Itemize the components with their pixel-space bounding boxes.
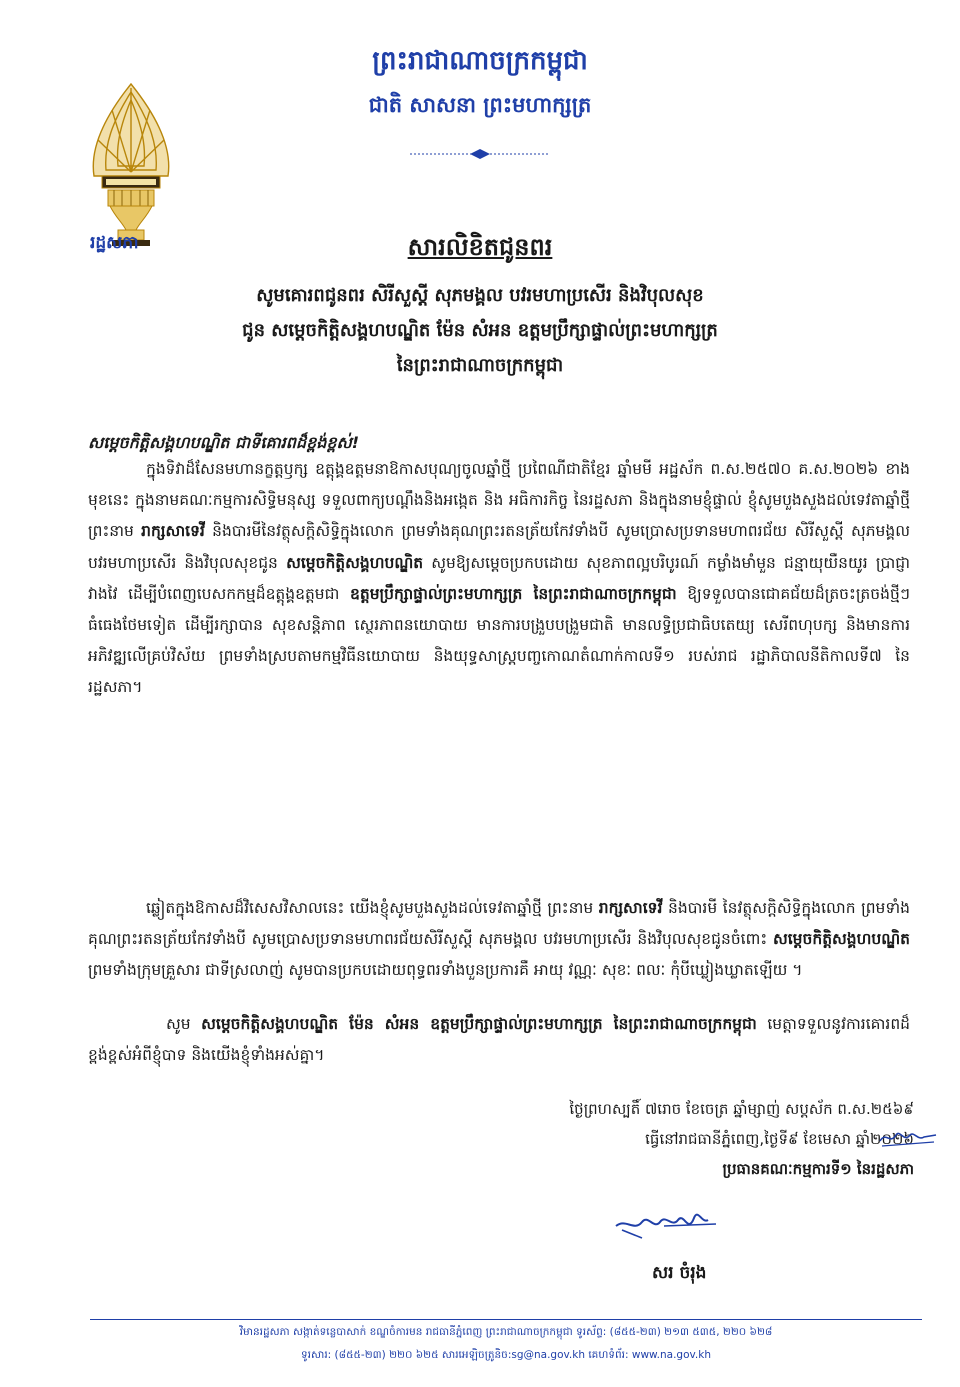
salutation: សម្តេចកិត្តិសង្គហបណ្ឌិត ជាទីគោរពដ៏ខ្ពង់ខ្ពស់!: [88, 433, 360, 452]
body-paragraph-2: [88, 893, 910, 987]
paragraph-text: ឱ្យទទួលបានជោគជ័យដ៏ត្រចះត្រចង់ថ្មីៗធំធេងថែមទៀត ដើម្បីរក្សាបាន សុខសន្តិភាព ស្ថេរភាពនយោបាយ មានការបង្រួបបង្រួមជាតិ មានលទ្ធិប្រជាធិបតេយ្យ សេរីពហុបក្ស និងមានការ អភិវឌ្ឍលើគ្រប់វិស័យ ព្រមទាំងស្របតាមកម្មវិធីនយោបាយ និងយុទ្ធសាស្ត្របញ្ចកោណតំណាក់កាលទី១ របស់រាជ រដ្ឋាភិបាលនីតិកាលទី៧ នៃរដ្ឋសភា។: [88, 584, 911, 697]
footer-divider: [90, 1319, 922, 1320]
paragraph-text: សូម: [166, 1015, 202, 1033]
footer-address: វិមានរដ្ឋសភា សង្កាត់ទន្លេបាសាក់ ខណ្ឌចំការមន រាជធានីភ្នំពេញ ព្រះរាជាណាចក្រកម្ពុជា ទូរស័ព្ទ: (៨៥៥-២៣) ២១៣ ៥៣៥, ២២០ ៦២៨: [239, 1326, 773, 1338]
body-paragraph-3: [88, 1009, 910, 1071]
paragraph-text: ព្រមទាំងក្រុមគ្រួសារ ជាទីស្រលាញ់ សូមបានប្រកបដោយពុទ្ធពរទាំងបួនប្រការគឺ អាយុ វណ្ណៈ សុខៈ ពលៈ កុំបីឃ្លៀងឃ្លាតឡើយ ។: [88, 961, 803, 980]
royal-emblem-icon: [82, 80, 180, 250]
headline-line-3: នៃព្រះរាជាណាចក្រកម្ពុជា: [396, 355, 564, 376]
lunar-date: ថ្ងៃព្រហស្បតិ៍ ៧រោច ខែចេត្រ ឆ្នាំម្សាញ់ សប្តស័ក ព.ស.២៥៦៩: [569, 1100, 914, 1118]
recipient-position: ឧត្តមប្រឹក្សាផ្ទាល់ព្រះមហាក្សត្រ នៃព្រះរាជាណាចក្រកម្ពុជា: [350, 584, 677, 603]
headline-line-2: ជូន សម្តេចកិត្តិសង្គហបណ្ឌិត ម៉ែន សំអន ឧត្តមប្រឹក្សាផ្ទាល់ព្រះមហាក្សត្រ: [242, 320, 718, 341]
recipient-title: សម្តេចកិត្តិសង្គហបណ្ឌិត: [773, 930, 910, 949]
national-motto: ជាតិ សាសនា ព្រះមហាក្សត្រ: [368, 93, 592, 117]
signer-position: ប្រធានគណៈកម្មការទី១ នៃរដ្ឋសភា: [722, 1160, 914, 1178]
kingdom-name: ព្រះរាជាណាចក្រកម្ពុជា: [372, 46, 588, 76]
paragraph-text: និងបារមីនៃវត្ថុសក្តិសិទ្ធិក្នុងលោក ព្រមទាំងគុណព្រះរតនត្រ័យកែវទាំងបី សូមប្រោសប្រទានមហាពរជ័យ សិរីសួស្តី សុភមង្គល បវរមហាប្រសើរ និងវិបុលសុខជូន: [88, 522, 910, 572]
paragraph-text: ឆ្លៀតក្នុងឱកាសដ៏វិសេសវិសាលនេះ យើងខ្ញុំសូមបួងសួងដល់ទេវតាឆ្នាំថ្មី ព្រះនាម: [146, 899, 599, 917]
deity-name: រាក្សសាទេវី: [598, 899, 663, 917]
recipient-full-title: សម្តេចកិត្តិសង្គហបណ្ឌិត ម៉ែន សំអន ឧត្តមប្រឹក្សាផ្ទាល់ព្រះមហាក្សត្រ នៃព្រះរាជាណាចក្រកម្ពុជា: [201, 1015, 757, 1033]
solar-date: ធ្វើនៅរាជធានីភ្នំពេញ,ថ្ងៃទី៩ ខែមេសា ឆ្នាំ២០២៦: [645, 1130, 914, 1148]
paragraph-text: ក្នុងទិវាដ៏សែនមហានក្ខត្តឫក្ស ឧត្តុង្គឧត្តមនាឱកាសបុណ្យចូលឆ្នាំថ្មី ប្រពៃណីជាតិខ្មែរ ឆ្នាំមមី អដ្ឋស័ក ព.ស.២៥៧០ គ.ស.២០២៦ ខាងមុខនេះ ក្នុងនាមគណៈកម្មការសិទ្ធិមនុស្ស ទទួលពាក្យបណ្តឹងនិងអង្កេត និង អធិការកិច្ច នៃរដ្ឋសភា និងក្នុងនាមខ្ញុំផ្ទាល់ ខ្ញុំសូមបួងសួងដល់ទេវតាឆ្នាំថ្មី ព្រះនាម: [88, 460, 910, 541]
initial-mark-icon: [878, 1127, 938, 1149]
ornament-divider-icon: [408, 148, 552, 160]
handwritten-signature-icon: [612, 1204, 722, 1244]
institution-label: រដ្ឋសភា: [90, 233, 139, 253]
document-title: សារលិខិតជូនពរ: [407, 233, 553, 261]
recipient-title: សម្តេចកិត្តិសង្គហបណ្ឌិត: [286, 553, 424, 572]
headline-line-1: សូមគោរពជូនពរ សិរីសួស្តី សុភមង្គល បវរមហាប្រសើរ និងវិបុលសុខ: [256, 285, 704, 306]
paragraph-text: សូមឱ្យសម្តេចប្រកបដោយ សុខភាពល្អបរិបូរណ៍ កម្លាំងមាំមួន ជន្មាយុយឺនយូរ ប្រាជ្ញាវាងវៃ ដើម្បីបំពេញបេសកកម្មដ៏ឧត្តុង្គឧត្តមជា: [88, 553, 911, 603]
paragraph-text: មេត្តាទទួលនូវការគោរពដ៏ខ្ពង់ខ្ពស់អំពីខ្ញុំបាទ និងយើងខ្ញុំទាំងអស់គ្នា។: [88, 1015, 910, 1065]
body-paragraph-1: [88, 454, 910, 704]
signer-name: សរ ចំរុង: [652, 1263, 707, 1283]
deity-name: រាក្សសាទេវី: [141, 522, 205, 541]
footer-contact: ទូរសារ: (៨៥៥-២៣) ២២០ ៦២៥ សារអេឡិចត្រូនិច:sg@na.gov.kh គេហទំព័រ: www.na.gov.kh: [301, 1349, 711, 1361]
paragraph-text: និងបារមី នៃវត្ថុសក្តិសិទ្ធិក្នុងលោក ព្រមទាំងគុណព្រះរតនត្រ័យកែវទាំងបី សូមប្រោសប្រទានមហាពរជ័យសិរីសួស្តី សុភមង្គល បវរមហាប្រសើរ និងវិបុលសុខជូនចំពោះ: [88, 899, 910, 949]
